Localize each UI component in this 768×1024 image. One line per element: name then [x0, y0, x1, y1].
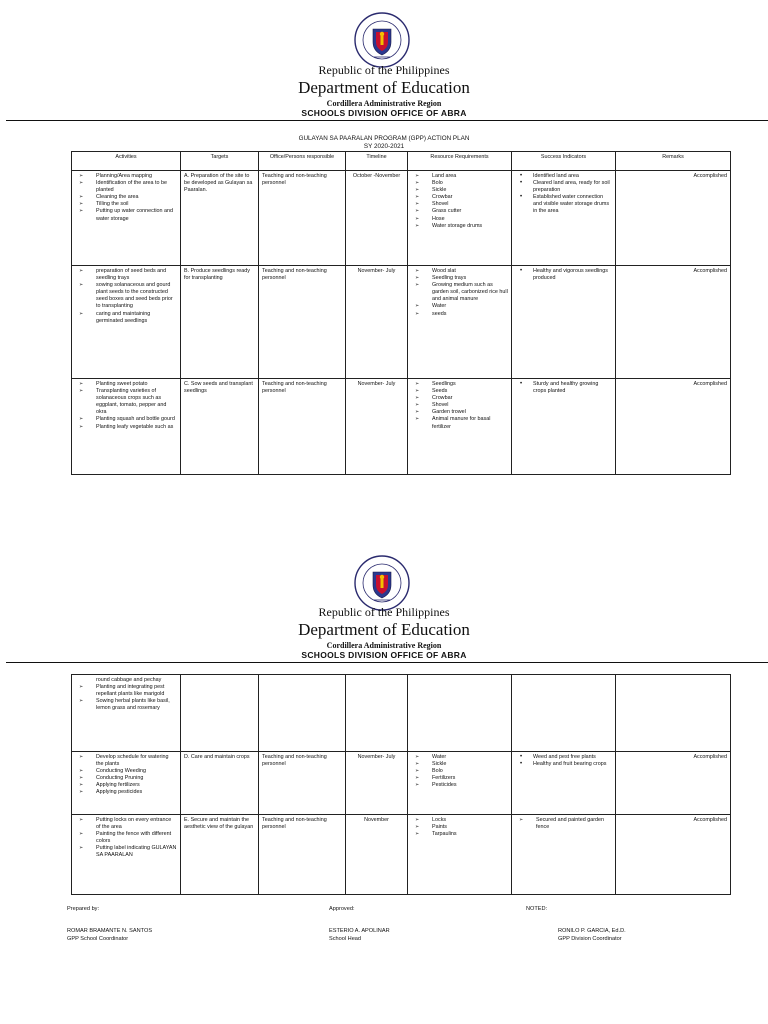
list-item: ➢ Painting the fence with different colors: [75, 831, 177, 845]
action-plan-table-1: [71, 151, 731, 475]
timeline-cell: November- July: [346, 752, 408, 815]
list-item: ➢ Develop schedule for watering the plants: [75, 754, 177, 768]
activities-cell: [72, 675, 181, 752]
list-item: ➢ Planning/Area mapping: [75, 173, 177, 180]
indicators-cell: [512, 815, 616, 895]
list-item: ➢ Growing medium such as garden soil, carbonized rice hull and animal manure: [411, 282, 508, 303]
prepared-name: ROMAR BRAMANTE N. SANTOS: [67, 928, 153, 934]
school-year: SY 2020-2021: [363, 143, 405, 150]
list-item: ➢ Applying fertilizers: [75, 782, 177, 789]
list-item: ➢ Locks: [411, 817, 508, 824]
table-header-row: [72, 152, 731, 171]
remarks-cell: Accomplished: [616, 379, 731, 475]
table-row: [72, 675, 731, 752]
column-header: Remarks: [616, 152, 731, 171]
deped-seal-logo: [354, 12, 410, 68]
list-item: ➢ Planting squash and bottle gourd: [75, 416, 177, 423]
continued-text: round cabbage and pechay: [96, 677, 162, 683]
list-item: ➢ Land area: [411, 173, 508, 180]
list-item: ➢ Planting leafy vegetable such as: [75, 424, 177, 431]
column-header: Activities: [72, 152, 181, 171]
activities-cell: [72, 815, 181, 895]
office-cell: Teaching and non-teaching personnel: [259, 266, 346, 379]
list-item: • Established water connection and visible water storage drums in the area: [515, 194, 612, 215]
resources-cell: [408, 815, 512, 895]
approved-name: ESTERIO A. APOLINAR: [329, 928, 390, 934]
target-cell: A. Preparation of the site to be developed as Gulayan sa Paaralan.: [181, 171, 259, 266]
list-item: ➢ Sickle: [411, 187, 508, 194]
list-item: ➢ Identification of the area to be planted: [75, 180, 177, 194]
list-item: ➢ Garden trowel: [411, 409, 508, 416]
timeline-cell: November: [346, 815, 408, 895]
list-item: ➢ Grass cutter: [411, 208, 508, 215]
indicators-cell: [512, 171, 616, 266]
remarks-cell: Accomplished: [616, 171, 731, 266]
list-item: ➢ Putting label indicating GULAYAN SA PAARALAN: [75, 845, 177, 859]
department-title: Department of Education: [298, 620, 470, 639]
region-line: Cordillera Administrative Region: [326, 641, 442, 650]
indicators-cell: [512, 752, 616, 815]
indicators-cell: [512, 266, 616, 379]
list-item: ➢ Bolo: [411, 768, 508, 775]
list-item: ➢ Conducting Weeding: [75, 768, 177, 775]
list-item: ➢ Transplanting varieties of solanaceous crops such as eggplant, tomato, pepper and okra: [75, 388, 177, 416]
list-item: • Healthy and vigorous seedlings produced: [515, 268, 612, 282]
timeline-cell: November- July: [346, 379, 408, 475]
list-item: • Sturdy and healthy growing crops planted: [515, 381, 612, 395]
list-item: ➢ Secured and painted garden fence: [515, 817, 612, 831]
list-item: ➢ Putting locks on every entrance of the area: [75, 817, 177, 831]
document-page-1: [0, 0, 768, 500]
list-item: ➢ Planting sweet potato: [75, 381, 177, 388]
list-item: ➢ Seeds: [411, 388, 508, 395]
list-item: ➢ Tilling the soil: [75, 201, 177, 208]
prepared-by-label: Prepared by:: [67, 906, 100, 912]
list-item: ➢ seeds: [411, 311, 508, 318]
list-item: ➢ preparation of seed beds and seedling trays: [75, 268, 177, 282]
list-item: ➢ Sickle: [411, 761, 508, 768]
column-header: Timeline: [346, 152, 408, 171]
list-item: ➢ Crowbar: [411, 395, 508, 402]
list-item: ➢ Shovel: [411, 201, 508, 208]
activities-cell: [72, 266, 181, 379]
list-item: • Identified land area: [515, 173, 612, 180]
region-line: Cordillera Administrative Region: [326, 99, 442, 108]
table-row: [72, 752, 731, 815]
header-divider: [6, 120, 768, 121]
plan-title: GULAYAN SA PAARALAN PROGRAM (GPP) ACTION PLAN: [298, 135, 470, 142]
list-item: ➢ Seedling trays: [411, 275, 508, 282]
list-item: ➢ Planting and integrating pest repellant plants like marigold: [75, 684, 177, 698]
republic-line: Republic of the Philippines: [318, 605, 450, 619]
noted-label: NOTED:: [526, 906, 548, 912]
list-item: ➢ Putting up water connection and water storage: [75, 208, 177, 222]
column-header: Resource Requirements: [408, 152, 512, 171]
noted-role: GPP Division Coordinator: [558, 936, 622, 942]
deped-seal-logo: [354, 555, 410, 611]
list-item: ➢ Shovel: [411, 402, 508, 409]
document-page-2: [0, 545, 768, 1024]
indicators-cell: [512, 379, 616, 475]
division-line: SCHOOLS DIVISION OFFICE OF ABRA: [301, 108, 467, 118]
target-cell: E. Secure and maintain the aesthetic view of the gulayan: [181, 815, 259, 895]
office-cell: Teaching and non-teaching personnel: [259, 815, 346, 895]
list-item: • Cleared land area, ready for soil preparation: [515, 180, 612, 194]
list-item: ➢ Pesticides: [411, 782, 508, 789]
department-title: Department of Education: [298, 78, 470, 97]
office-cell: Teaching and non-teaching personnel: [259, 171, 346, 266]
remarks-cell: Accomplished: [616, 815, 731, 895]
prepared-role: GPP School Coordinator: [67, 936, 129, 942]
approved-label: Approved:: [329, 906, 355, 912]
action-plan-table-2: [71, 674, 731, 895]
list-item: ➢ Conducting Pruning: [75, 775, 177, 782]
resources-cell: [408, 379, 512, 475]
list-item: ➢ Crowbar: [411, 194, 508, 201]
list-item: • Weed and pest free plants: [515, 754, 612, 761]
division-line: SCHOOLS DIVISION OFFICE OF ABRA: [301, 650, 467, 660]
list-item: ➢ Tarpaulins: [411, 831, 508, 838]
noted-name: RONILO P. GARCIA, Ed.D.: [558, 928, 626, 934]
resources-cell: [408, 752, 512, 815]
table-row: [72, 171, 731, 266]
resources-cell: [408, 171, 512, 266]
remarks-cell: Accomplished: [616, 266, 731, 379]
office-cell: Teaching and non-teaching personnel: [259, 379, 346, 475]
list-item: ➢ caring and maintaining germinated seedlings: [75, 311, 177, 325]
list-item: ➢ Sowing herbal plants like basil, lemon grass and rosemary: [75, 698, 177, 712]
list-item: ➢ Paints: [411, 824, 508, 831]
target-cell: B. Produce seedlings ready for transplanting: [181, 266, 259, 379]
activities-cell: [72, 752, 181, 815]
approved-role: School Head: [329, 936, 362, 942]
list-item: ➢ Wood slat: [411, 268, 508, 275]
table-row: [72, 379, 731, 475]
target-cell: D. Care and maintain crops: [181, 752, 259, 815]
list-item: ➢ Water: [411, 754, 508, 761]
list-item: ➢ Water storage drums: [411, 223, 508, 230]
list-item: ➢ Bolo: [411, 180, 508, 187]
list-item: • Healthy and fruit bearing crops: [515, 761, 612, 768]
column-header: Office/Persons responsible: [259, 152, 346, 171]
list-item: ➢ Cleaning the area: [75, 194, 177, 201]
activities-cell: [72, 379, 181, 475]
activities-cell: [72, 171, 181, 266]
table-row: [72, 815, 731, 895]
resources-cell: [408, 266, 512, 379]
list-item: ➢ Water: [411, 303, 508, 310]
timeline-cell: October -November: [346, 171, 408, 266]
column-header: Success Indicators: [512, 152, 616, 171]
list-item: ➢ sowing solanaceous and gourd plant seeds to the constructed seed boxes and seed beds prior to transplanting: [75, 282, 177, 310]
republic-line: Republic of the Philippines: [318, 63, 450, 77]
office-cell: Teaching and non-teaching personnel: [259, 752, 346, 815]
header-divider: [6, 662, 768, 663]
column-header: Targets: [181, 152, 259, 171]
list-item: ➢ Hose: [411, 216, 508, 223]
timeline-cell: November- July: [346, 266, 408, 379]
list-item: ➢ Fertilizers: [411, 775, 508, 782]
target-cell: C. Sow seeds and transplant seedlings: [181, 379, 259, 475]
list-item: ➢ Seedlings: [411, 381, 508, 388]
remarks-cell: Accomplished: [616, 752, 731, 815]
list-item: ➢ Animal manure for basal fertilizer: [411, 416, 508, 430]
list-item: ➢ Applying pesticides: [75, 789, 177, 796]
table-row: [72, 266, 731, 379]
